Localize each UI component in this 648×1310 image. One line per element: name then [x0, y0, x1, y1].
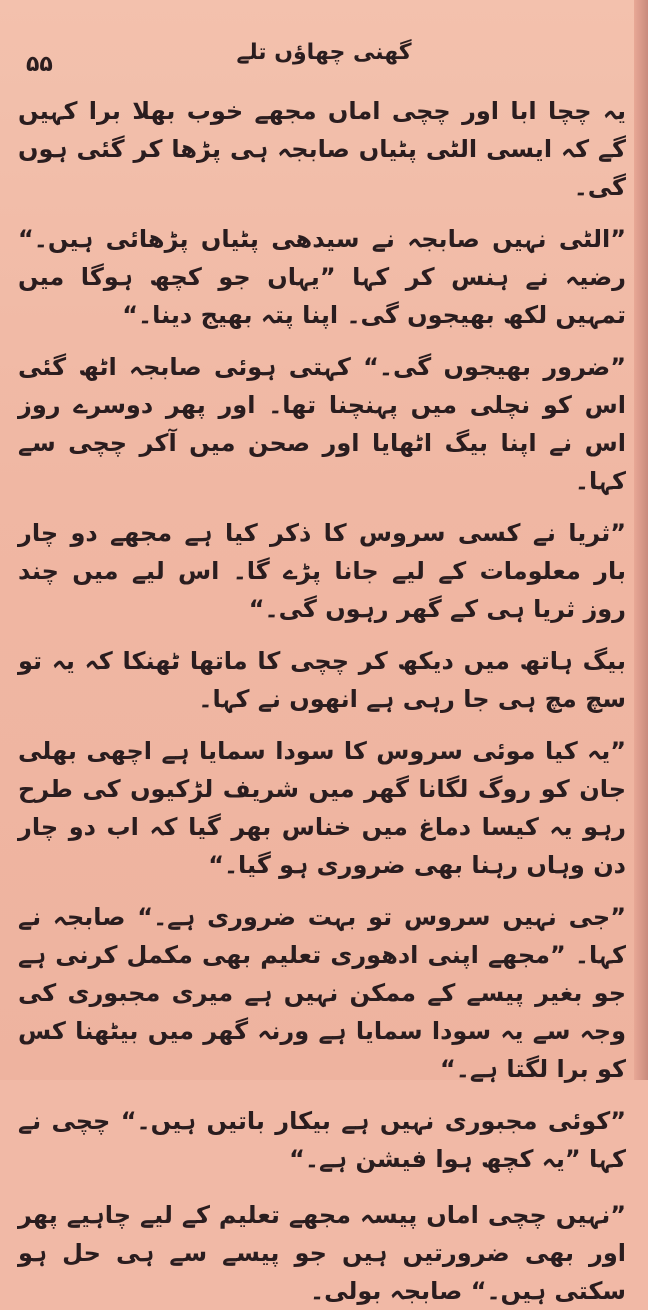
body-text	[18, 92, 626, 1305]
paragraph: ”ضرور بھیجوں گی۔“ کہتی ہوئی صابجہ اٹھ گئی اس کو نچلی میں پہنچنا تھا۔ اور پھر دوسرے روز اس نے اپنا بیگ اٹھایا اور صحن میں آکر چچی سے کہا۔	[18, 353, 626, 495]
paragraph: ”جی نہیں سروس تو بہت ضروری ہے۔“ صابجہ نے کہا۔ ”مجھے اپنی ادھوری تعلیم بھی مکمل کرنی ہے جو بغیر پیسے کے ممکن نہیں ہے میری مجبوری کی وجہ سے یہ سودا سمایا ہے ورنہ گھر میں بیٹھنا کس کو برا لگتا ہے۔“	[18, 903, 626, 1083]
paragraph: ”یہ کیا موئی سروس کا سودا سمایا ہے اچھی بھلی جان کو روگ لگانا گھر میں شریف لڑکیوں کی طرح رہو یہ کیسا دماغ میں خناس بھر گیا کہ اب دو چار دن وہاں رہنا بھی ضروری ہو گیا۔“	[18, 737, 626, 879]
page-edge	[634, 0, 648, 1080]
paragraph: ”الٹی نہیں صابجہ نے سیدھی پٹیاں پڑھائی ہیں۔“ رضیہ نے ہنس کر کہا ”یہاں جو کچھ ہوگا میں تمہیں لکھ بھیجوں گی۔ اپنا پتہ بھیج دینا۔“	[18, 225, 626, 329]
paragraph: ”نہیں چچی اماں پیسہ مجھے تعلیم کے لیے چاہیے پھر اور بھی ضرورتیں ہیں جو پیسے سے ہی حل ہو سکتی ہیں۔“ صابجہ بولی۔	[18, 1201, 626, 1305]
paragraph: ”ثریا نے کسی سروس کا ذکر کیا ہے مجھے دو چار بار معلومات کے لیے جانا پڑے گا۔ اس لیے میں چند روز ثریا ہی کے گھر رہوں گی۔“	[18, 519, 626, 623]
running-title: گھنی چھاؤں تلے	[236, 40, 412, 65]
paragraph: یہ چچا ابا اور چچی اماں مجھے خوب بھلا برا کہیں گے کہ ایسی الٹی پٹیاں صابجہ ہی پڑھا کر گئی ہوں گی۔	[18, 97, 626, 201]
page-number: ۵۵	[26, 52, 53, 77]
paragraph: بیگ ہاتھ میں دیکھ کر چچی کا ماتھا ٹھنکا کہ یہ تو سچ مچ ہی جا رہی ہے انھوں نے کہا۔	[18, 647, 626, 713]
paragraph: ”کوئی مجبوری نہیں ہے بیکار باتیں ہیں۔“ چچی نے کہا ”یہ کچھ ہوا فیشن ہے۔“	[18, 1107, 626, 1173]
